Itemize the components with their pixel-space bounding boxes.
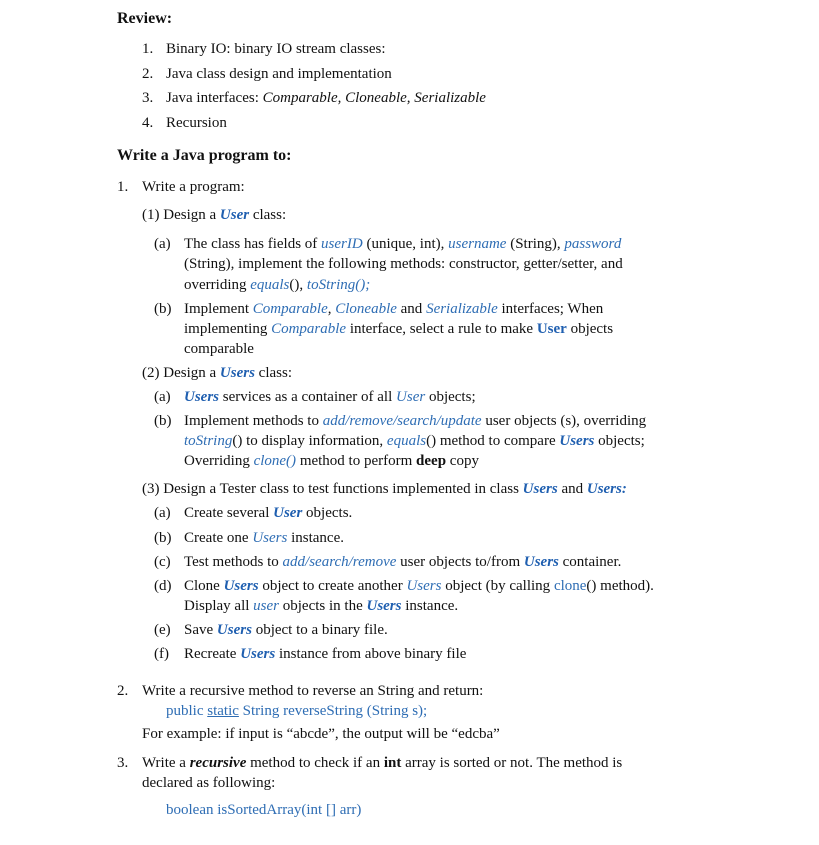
q1-part3-c-line1: Test methods to add/search/remove user objects to/from Users container.	[184, 554, 622, 570]
q3-line2: declared as following:	[142, 775, 276, 791]
review-item-3-num: 3.	[142, 90, 154, 106]
review-item-4-num: 4.	[142, 115, 154, 131]
q1-text: Write a program:	[142, 179, 245, 195]
q1-part2-a-num: (a)	[154, 389, 171, 405]
review-item-3: Java interfaces: Comparable, Cloneable, Serializable	[166, 90, 486, 106]
review-item-4: Recursion	[166, 115, 227, 131]
q1-part1-b-line2: implementing Comparable interface, select a rule to make User objects	[184, 321, 614, 337]
q1-part1-a-num: (a)	[154, 236, 171, 252]
q2-num: 2.	[117, 683, 129, 699]
q3-num: 3.	[117, 755, 129, 771]
review-heading: Review:	[117, 10, 173, 27]
q3-line1: Write a recursive method to check if an int array is sorted or not. The method is	[142, 755, 623, 771]
q1-part3-b-line1: Create one Users instance.	[184, 530, 344, 546]
q1-part2-b-line1: Implement methods to add/remove/search/update user objects (s), overriding	[184, 413, 647, 429]
q1-part1-b-num: (b)	[154, 301, 172, 317]
q1-part3-a-num: (a)	[154, 505, 171, 521]
q2-text: Write a recursive method to reverse an String and return:	[142, 683, 484, 699]
review-item-2: Java class design and implementation	[166, 66, 392, 82]
q1-part1-b-line3: comparable	[184, 341, 254, 357]
task-heading: Write a Java program to:	[117, 147, 292, 164]
q1-part2-label: (2) Design a Users class:	[142, 365, 292, 381]
q1-part3-c-num: (c)	[154, 554, 171, 570]
q1-part3-label: (3) Design a Tester class to test functions implemented in class Users and Users:	[142, 481, 627, 497]
q3-code: boolean isSortedArray(int [] arr)	[166, 802, 362, 818]
q1-part3-e-num: (e)	[154, 622, 171, 638]
q2-code: public static String reverseString (String s);	[166, 703, 428, 719]
q1-part3-e-line1: Save Users object to a binary file.	[184, 622, 388, 638]
q1-part1-a-line1: The class has fields of userID (unique, int), username (String), password	[184, 236, 622, 252]
q1-part3-d-num: (d)	[154, 578, 172, 594]
q1-part2-a-line1: Users services as a container of all User objects;	[184, 389, 476, 405]
q1-part3-f-num: (f)	[154, 646, 169, 662]
review-item-2-num: 2.	[142, 66, 154, 82]
q1-part1-a-line2: (String), implement the following methods: constructor, getter/setter, and	[184, 256, 623, 272]
q1-part3-d-line1: Clone Users object to create another Users object (by calling clone() method).	[184, 578, 654, 594]
q1-part3-a-line1: Create several User objects.	[184, 505, 353, 521]
review-item-1-num: 1.	[142, 41, 154, 57]
q1-part1-a-line3: overriding equals(), toString();	[184, 277, 371, 293]
q1-part3-f-line1: Recreate Users instance from above binary file	[184, 646, 467, 662]
q1-part1-label: (1) Design a User class:	[142, 207, 287, 223]
q1-part3-d-line2: Display all user objects in the Users instance.	[184, 598, 459, 614]
q1-part2-b-num: (b)	[154, 413, 172, 429]
q1-part2-b-line2: toString() to display information, equals() method to compare Users objects;	[184, 433, 645, 449]
q1-part3-b-num: (b)	[154, 530, 172, 546]
q1-part2-b-line3: Overriding clone() method to perform deep copy	[184, 453, 479, 469]
q1-num: 1.	[117, 179, 129, 195]
q1-part1-b-line1: Implement Comparable, Cloneable and Serializable interfaces; When	[184, 301, 604, 317]
q2-example: For example: if input is “abcde”, the output will be “edcba”	[142, 726, 500, 742]
review-item-1: Binary IO: binary IO stream classes:	[166, 41, 386, 57]
